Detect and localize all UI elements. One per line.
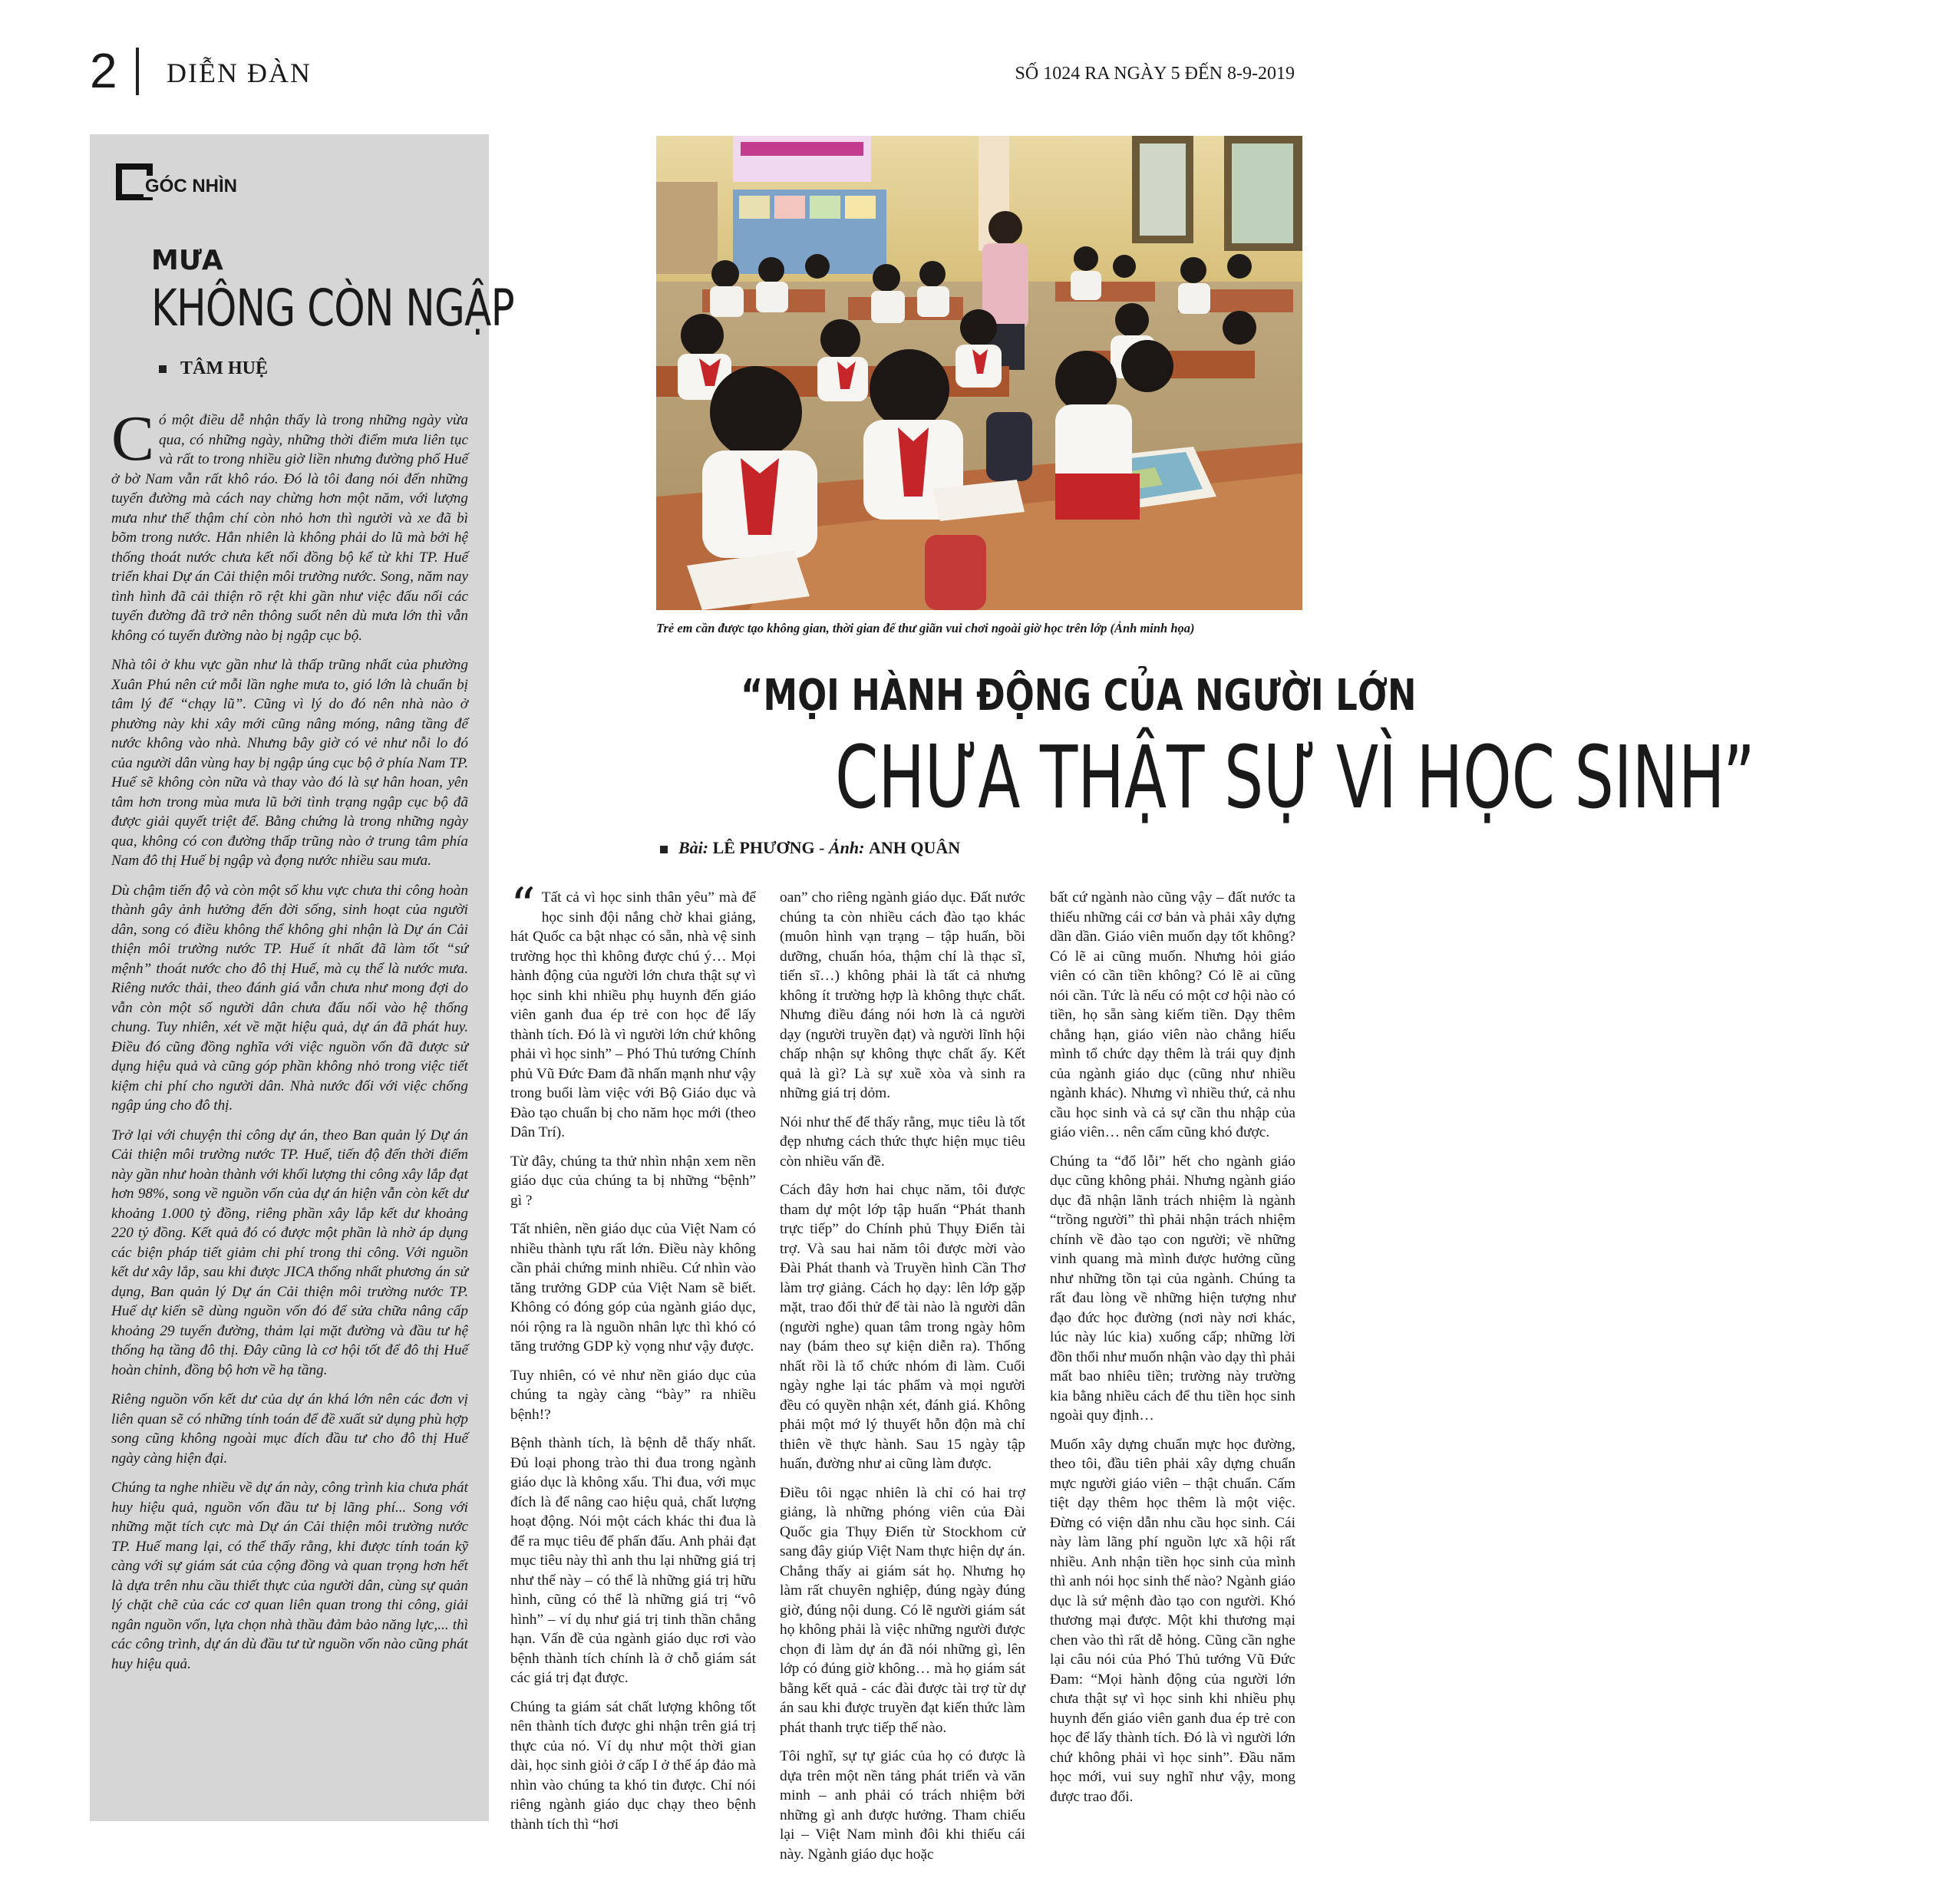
sidebar-paragraph: Nhà tôi ở khu vực gần như là thấp trũng nhất của phường Xuân Phú nên cứ mỗi lần nghe mưa to, gió lớn là chuẩn bị tâm lý để “chạy lũ”. Cũng vì lý do đó nên nhà nào ở phường này khi xây mới cũng nâng móng, nâng tầng để nước không vào nhà. Nhưng bây giờ có vẻ như nỗi lo đó của người dân vùng hay bị ngập úng cục bộ ở phía Nam TP. Huế sẽ không còn nữa và thay vào đó là sự hân hoan, yên tâm hơn trong mùa mưa lũ bởi tình trạng ngập cục bộ đã được giải quyết triệt để. Bằng chứng là trong những ngày qua, không có con đường thấp trũng nào ở trung tâm phía Nam đô thị Huế bị ngập và đọng nước nhiều sau mưa.: [111, 657, 468, 869]
article-paragraph: Chúng ta giám sát chất lượng không tốt nên thành tích được ghi nhận trên giá trị thực của nó. Ví dụ như một thời gian dài, học sinh giỏi ở cấp I ở thể áp đảo mà nhìn vào chúng ta khó tin được. Chỉ nói riêng ngành giáo dục chạy theo bệnh thành tích thì “hơi: [510, 1698, 756, 1833]
article-paragraph: Chúng ta “đổ lỗi” hết cho ngành giáo dục cũng không phải. Nhưng ngành giáo dục đã nhận lãnh trách nhiệm là ngành “trồng người” thì phải nhận trách nhiệm chính về đào tạo con người; về những vinh quang mà mình được hưởng cũng như những tồn tại của ngành. Chúng ta rất đau lòng về những hiện tượng như đạo đức học đường (nơi này nơi khác, lúc này lúc kia) xuống cấp; những lời đồn thổi như muốn nhận vào dạy thì phải mất bao nhiêu tiền; trường này trường kia bằng nhiều cách để thu tiền học sinh ngoài quy định…: [1050, 1153, 1295, 1424]
article-paragraph: Nói như thế để thấy rằng, mục tiêu là tốt đẹp nhưng cách thức thực hiện mục tiêu còn nhiều vấn đề.: [780, 1114, 1025, 1170]
article-byline: [660, 837, 960, 860]
sidebar-author-name: TÂM HUỆ: [180, 358, 268, 378]
article-paragraph: Bệnh thành tích, là bệnh dễ thấy nhất. Đủ loại phong trào thi đua trong ngành giáo dục là không xấu. Thi đua, với mục đích là để nâng cao hiệu quả, chất lượng hoạt động. Nói một cách khác thi đua là để ra mục tiêu để phấn đấu. Anh phải đạt mục tiêu này thì anh thu lại những giá trị như thế này – có thể là những giá trị hữu hình, cũng có thể là những giá trị “vô hình” – ví dụ như giá trị tinh thần chẳng hạn. Vấn đề của ngành giáo dục rơi vào bệnh thành tích chính là ở chỗ giám sát các giá trị đạt được.: [510, 1435, 756, 1686]
photo-caption: Trẻ em cần được tạo không gian, thời gian để thư giãn vui chơi ngoài giờ học trên lớp (Ảnh minh họa): [656, 621, 1195, 635]
issue-info: SỐ 1024 RA NGÀY 5 ĐẾN 8-9-2019: [1015, 64, 1295, 84]
article-column-2: [780, 888, 1025, 1873]
article-column-3: [1050, 888, 1295, 1816]
drop-cap: C: [111, 403, 155, 474]
sidebar-paragraph: Riêng nguồn vốn kết dư của dự án khá lớn nên các đơn vị liên quan sẽ có những tính toán để đề xuất sử dụng phù hợp song cũng không ngoài mục đích đầu tư cho đô thị Huế ngày càng hiện đại.: [111, 1391, 468, 1467]
article-paragraph: Tôi nghĩ, sự tự giác của họ có được là dựa trên một nền tảng phát triển và văn minh – anh phải có trách nhiệm bởi những gì anh được hưởng. Tham chiếu lại – Việt Nam mình đôi khi thiếu cái này. Ngành giáo dục hoặc: [780, 1748, 1025, 1863]
article-paragraph: bất cứ ngành nào cũng vậy – đất nước ta thiếu những cái cơ bản và phải xây dựng dần dần. Giáo viên muốn dạy tốt không? Có lẽ ai cũng muốn. Nhưng hỏi giáo viên có cần tiền không? Có lẽ ai cũng nói cần. Tức là nếu có một cơ hội nào có tiền, họ sẵn sàng kiếm tiền. Dạy thêm chẳng hạn, giáo viên nào chẳng hiểu mình tổ chức dạy thêm là trái quy định của ngành giáo dục (cũng như nhiều ngành khác). Nhưng vì nhiều thứ, cả nhu cầu học sinh và cả sự cần thu nhập của giáo viên… nên cấm cũng khó được.: [1050, 889, 1295, 1140]
headline-line-1: [656, 669, 1417, 723]
sidebar-paragraph: Trở lại với chuyện thi công dự án, theo Ban quản lý Dự án Cải thiện môi trường nước TP. Huế, tiến độ đến thời điểm này gần như hoàn thành với khối lượng thi công xây lắp đạt hơn 98%, song về nguồn vốn của dự án hiện vẫn còn kết dư khoảng 1.000 tỷ đồng, riêng phần xây lắp kết dư khoảng 220 tỷ đồng. Kết quả đó có được một phần là nhờ áp dụng các biện pháp tiết giảm chi phí trong thi công. Với nguồn kết dư xây lắp, sau khi được JICA thống nhất phương án sử dụng, Ban quản lý Dự án Cải thiện môi trường nước TP. Huế dự kiến sẽ dùng nguồn vốn đó để sửa chữa nâng cấp khoảng 29 tuyến đường, thảm lại mặt đường và đầu tư hệ thống hạ tầng đô thị. Đây cũng là cơ hội tốt để đô thị Huế hoàn chỉnh, đồng bộ hơn về hạ tầng.: [111, 1127, 468, 1378]
opinion-sidebar: [90, 134, 514, 1821]
sidebar-paragraph: [111, 403, 468, 645]
headline-line-1-text: “MỌI HÀNH ĐỘNG CỦA NGƯỜI LỚN: [741, 671, 1417, 721]
sidebar-author: [159, 357, 268, 380]
page-header: [90, 40, 1295, 101]
column-label: GÓC NHÌN: [145, 176, 237, 196]
sidebar-paragraph: Chúng ta nghe nhiều về dự án này, công trình kia chưa phát huy hiệu quả, nguồn vốn đầu tư bị lãng phí... Song với những mặt tích cực mà Dự án Cải thiện môi trường nước TP. Huế mang lại, có thể thấy rằng, khi được tính toán kỹ càng với sự giám sát của cộng đồng và quan trọng hơn hết là dựa trên nhu cầu thiết thực của người dân, cùng sự quản lý chặt chẽ của các cơ quan liên quan trong thi công, giải ngân nguồn vốn, lựa chọn nhà thầu đảm bảo năng lực,... thì các công trình, dự án dù đầu tư từ nguồn vốn nào cũng phát huy hiệu quả.: [111, 1480, 468, 1672]
byline-separator: -: [814, 838, 829, 857]
paragraph-text: Tất cả vì học sinh thân yêu” mà để học sinh đội nắng chờ khai giảng, hát Quốc ca bật nhạc có sẵn, nhà vệ sinh trường học thì không được chú ý… Mọi hành động của người lớn chưa thật sự vì học sinh khi nhiều phụ huynh đến giáo viên ganh đua ép trẻ con học để lấy thành tích. Đó là vì người lớn chứ không phải vì học sinh” – Phó Thủ tướng Chính phủ Vũ Đức Đam đã nhấn mạnh như vậy trong buổi làm việc với Bộ Giáo dục và Đào tạo chuẩn bị cho năm học mới (theo Dân Trí).: [510, 889, 756, 1140]
paragraph-text: ó một điều dễ nhận thấy là trong những ngày vừa qua, có những ngày, những thời điểm mưa liên tục và rất to trong nhiều giờ liền nhưng đường phố Huế ở bờ Nam vẫn rất khô ráo. Đó là tôi đang nói đến những tuyến đường mà cách nay chừng hơn một năm, với lượng mưa như thế thậm chí còn nhỏ hơn thì người và xe đã bì bõm trong nước. Hẳn nhiên là không phải do lũ mà bởi hệ thống thoát nước chưa kết nối đồng bộ kể từ khi TP. Huế triển khai Dự án Cải thiện môi trường nước. Song, năm nay tình hình đã cải thiện rõ rệt khi gần như việc đấu nối các tuyến đường đã trở nên thông suốt nên dù mưa lớn thì vẫn không có tuyến đường nào bị ngập cục bộ.: [111, 412, 468, 644]
section-title: DIỄN ĐÀN: [167, 58, 312, 88]
article-paragraph: Từ đây, chúng ta thử nhìn nhận xem nền giáo dục của chúng ta bị những “bệnh” gì ?: [510, 1153, 756, 1209]
article-paragraph: Tất nhiên, nền giáo dục của Việt Nam có nhiều thành tựu rất lớn. Điều này không cần phải chứng minh nhiều. Cứ nhìn vào tăng trưởng GDP của Việt Nam sẽ biết. Không có đóng góp của ngành giáo dục, nói rộng ra là nguồn nhân lực thì khó có tăng trưởng GDP kỳ vọng như vậy được.: [510, 1221, 756, 1355]
page-number: 2: [90, 43, 117, 98]
quote-mark-icon: “: [510, 878, 536, 935]
article-paragraph: Muốn xây dựng chuẩn mực học đường, theo tôi, đầu tiên phải xây dựng chuẩn mực người giáo viên – thật chuẩn. Cấm tiệt dạy thêm học thêm là một việc. Đừng có viện dẫn nhu cầu học sinh. Cái này làm lãng phí nguồn lực xã hội rất nhiều. Anh nhận tiền học sinh của mình thì anh nói học sinh thế nào? Ngành giáo dục là sứ mệnh đào tạo con người. Khó thương mại được. Một khi thương mại chen vào thì rất dễ hỏng. Cũng cần nghe lại câu nói của Phó Thủ tướng Vũ Đức Đam: “Mọi hành động của người lớn chưa thật sự vì học sinh khi nhiều phụ huynh đến giáo viên ganh đua ép trẻ con học để lấy thành tích. Đó là vì người lớn chứ không phải vì học sinh”. Đầu năm học mới, vui suy nghĩ như vậy, mong được trao đổi.: [1050, 1436, 1295, 1805]
article-column-1: [510, 878, 756, 1843]
bullet-square-icon: [660, 846, 668, 853]
sidebar-kicker: MƯA: [151, 245, 223, 276]
article-paragraph: [510, 878, 756, 1143]
sidebar-paragraph: Dù chậm tiến độ và còn một số khu vực chưa thi công hoàn thành gây ảnh hưởng đến đời sống, sinh hoạt của người dân, song có điều không thể không ghi nhận là Dự án Cải thiện môi trường nước TP. Huế ít nhất đã làm tốt “sứ mệnh” thoát nước cho đô thị Huế, mà cụ thể là nước mưa. Riêng nước thải, theo đánh giá vẫn chưa như mong đợi do vẫn còn một số người dân chưa đấu nối vào hệ thống chung. Tuy nhiên, xét về mặt hiệu quả, dự án đã phát huy. Điều đó cũng đồng nghĩa với việc nguồn vốn đã được sử dụng hiệu quả và cũng góp phần không nhỏ trong việc tiết kiệm chi phí cho người dân. Nhà nước đối với việc chống ngập úng cho đô thị.: [111, 882, 468, 1114]
headline-line-2: [656, 728, 1755, 828]
sidebar-body: [111, 403, 468, 1684]
byline-label-text: Bài:: [678, 838, 709, 857]
sidebar-title: KHÔNG CÒN NGẬP: [151, 279, 514, 338]
header-divider: [136, 48, 139, 95]
article-paragraph: Tuy nhiên, có vẻ như nền giáo dục của chúng ta ngày càng “bày” ra nhiều bệnh!?: [510, 1367, 756, 1423]
bullet-square-icon: [159, 365, 167, 373]
classroom-photo: [656, 136, 1302, 610]
byline-author: LÊ PHƯƠNG: [712, 838, 815, 857]
article-paragraph: Cách đây hơn hai chục năm, tôi được tham dự một lớp tập huấn “Phát thanh trực tiếp” do Chính phủ Thụy Điển tài trợ. Và sau hai năm tôi được mời vào Đài Phát thanh và Truyền hình Cần Thơ làm trợ giảng. Cách họ dạy: lên lớp gặp mặt, trao đổi thử để tài nào là người dân (người nghe) quan tâm trong ngày hôm nay (bám theo sự kiện diễn ra). Thống nhất rồi là tổ chức nhóm đi làm. Cuối ngày nghe lại tác phẩm và mọi người đều có quyền nhận xét, đánh giá. Không phải một mớ lý thuyết hỗn độn mà chỉ thiên về thực hành. Sau 15 ngày tập huấn, đường như ai cũng làm được.: [780, 1182, 1025, 1472]
article-paragraph: oan” cho riêng ngành giáo dục. Đất nước chúng ta còn nhiều cách đào tạo khác (muôn hình vạn trạng – tập huấn, bồi dưỡng, chuẩn hóa, thậm chí là thạc sĩ, tiến sĩ…) không phải là tất cả nhưng không ít trường hợp là không thực chất. Nhưng điều đáng nói hơn là cả người dạy (người truyền đạt) và người lĩnh hội chấp nhận sự không thực chất ấy. Kết quả là gì? Là sự xuề xòa và sinh ra những giá trị dỏm.: [780, 889, 1025, 1101]
article-paragraph: Điều tôi ngạc nhiên là chỉ có hai trợ giảng, là những phóng viên của Đài Quốc gia Thụy Điển từ Stockhom cử sang đây giúp Việt Nam thực hiện dự án. Chẳng thấy ai giám sát họ. Nhưng họ làm rất chuyên nghiệp, đúng ngày đúng giờ, đúng nội dung. Có lẽ người giám sát họ không phải là việc những người được chọn đi làm dự án đã nói những gì, lên lớp có đúng giờ không… mà họ giám sát bằng kết quả - các đài được tài trợ từ dự án sau khi được truyền đạt kiến thức làm phát thanh trực tiếp thế nào.: [780, 1484, 1025, 1736]
byline-photographer: ANH QUÂN: [868, 838, 961, 857]
headline-line-2-text: CHƯA THẬT SỰ VÌ HỌC SINH”: [835, 728, 1755, 828]
byline-label-photo: Ảnh:: [828, 838, 865, 857]
